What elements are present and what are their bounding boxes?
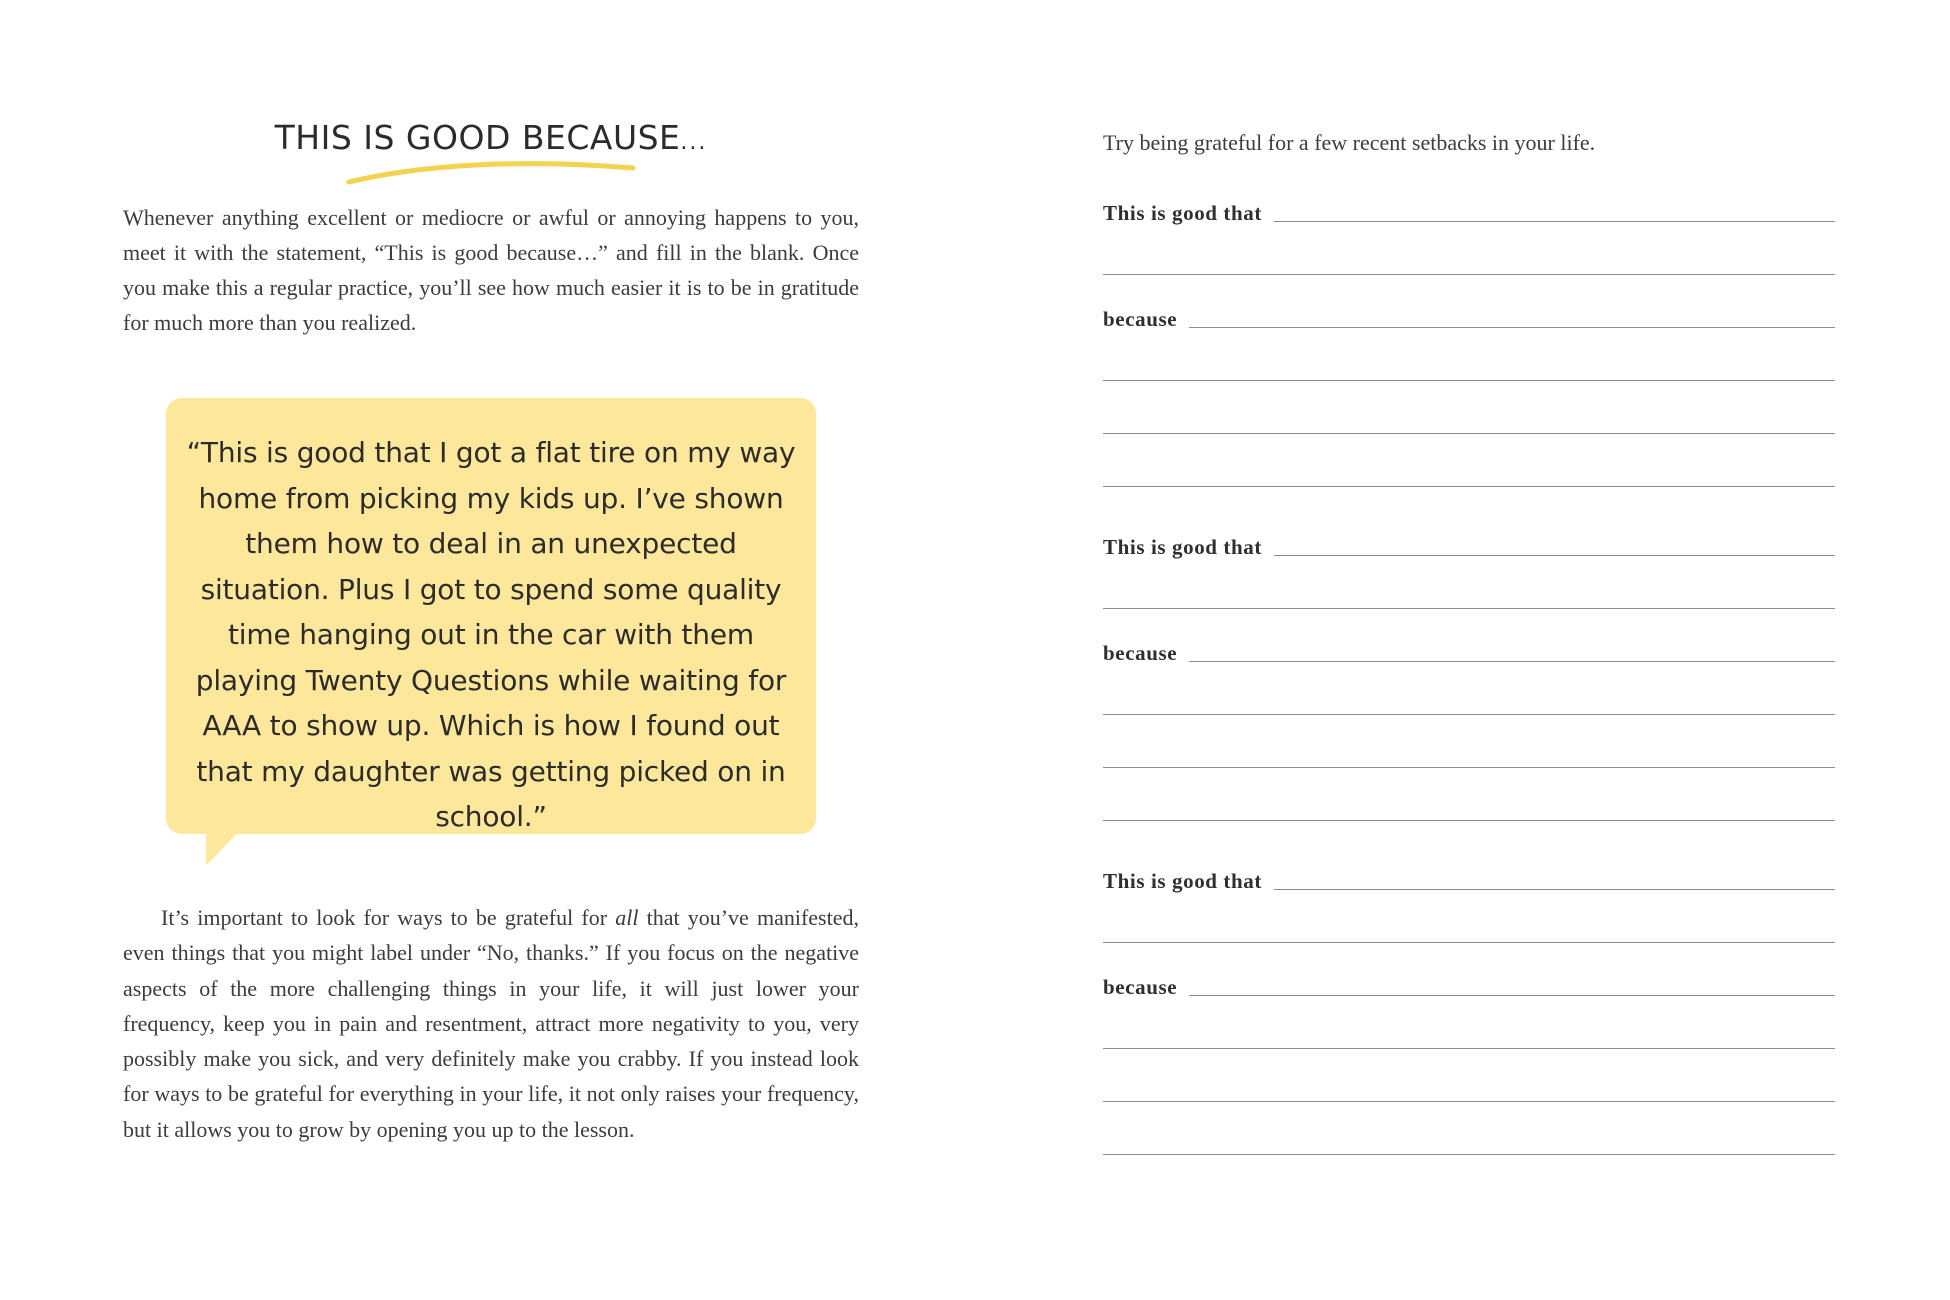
because-row-2[interactable] [1103,622,1835,665]
good-that-label: This is good that [1103,535,1262,559]
good-that-row-2[interactable] [1103,516,1835,559]
write-line[interactable] [1274,554,1835,556]
quote-text: “This is good that I got a flat tire on my way home from picking my kids up. I’ve shown them how to deal in an unexpected situation. Plus I got to spend some quality time hanging out in the car with them playing Twenty Questions while waiting for AAA to show up. Which is how I found out that my daughter was getting picked on in school.” [186,436,796,833]
blank-row[interactable] [1103,1009,1835,1049]
blank-row[interactable] [1103,235,1835,275]
because-label: because [1103,641,1178,665]
write-line[interactable] [1103,1100,1835,1102]
write-line[interactable] [1103,273,1835,275]
blank-row[interactable] [1103,1062,1835,1102]
write-line[interactable] [1189,326,1835,328]
right-page [975,0,1950,1300]
write-line[interactable] [1103,713,1835,715]
because-row-3[interactable] [1103,956,1835,999]
write-line[interactable] [1103,485,1835,487]
blank-row[interactable] [1103,781,1835,821]
body-text-end: that you’ve manifested, even things that you might label under “No, thanks.” If you focus on the negative aspects of the more challenging things in your life, it will just lower your frequency, keep you in pain and resentment, attract more negativity to you, very possibly make you sick, and very definitely make you crabby. If you instead look for ways to be grateful for everything in your life, it not only raises your frequency, but it allows you to grow by opening you up to the lesson. [123,905,859,1142]
body-text-emphasis: all [615,905,639,930]
good-that-label: This is good that [1103,869,1262,893]
write-line[interactable] [1189,660,1835,662]
blank-row[interactable] [1103,675,1835,715]
write-line[interactable] [1274,220,1835,222]
because-label: because [1103,307,1178,331]
blank-row[interactable] [1103,569,1835,609]
good-that-label: This is good that [1103,201,1262,225]
body-paragraph [123,900,859,1147]
write-line[interactable] [1274,888,1835,890]
blank-row[interactable] [1103,341,1835,381]
write-line[interactable] [1103,379,1835,381]
intro-paragraph: Whenever anything excellent or mediocre or awful or annoying happens to you, meet it with the statement, “This is good because…” and fill in the blank. Once you make this a regular practice, you’ll see how much easier it is to be in gratitude for much more than you realized. [123,205,859,335]
write-line[interactable] [1103,1153,1835,1155]
heading-underline-swash [345,152,637,188]
blank-row[interactable] [1103,728,1835,768]
because-label: because [1103,975,1178,999]
write-line[interactable] [1103,941,1835,943]
blank-row[interactable] [1103,447,1835,487]
write-line[interactable] [1103,819,1835,821]
quote-bubble-tail [206,830,240,866]
good-that-row-3[interactable] [1103,850,1835,893]
because-row-1[interactable] [1103,288,1835,331]
blank-row[interactable] [1103,1115,1835,1155]
write-line[interactable] [1103,607,1835,609]
write-line[interactable] [1103,766,1835,768]
write-line[interactable] [1103,432,1835,434]
blank-row[interactable] [1103,394,1835,434]
heading-ellipsis: ... [680,130,708,155]
body-text-start: It’s important to look for ways to be grateful for [161,905,616,930]
write-line[interactable] [1103,1047,1835,1049]
quote-bubble [166,398,816,834]
good-that-row-1[interactable] [1103,182,1835,225]
blank-row[interactable] [1103,903,1835,943]
write-line[interactable] [1189,994,1835,996]
heading-text: THIS IS GOOD BECAUSE [274,118,681,157]
exercise-prompt: Try being grateful for a few recent setbacks in your life. [1103,130,1596,155]
